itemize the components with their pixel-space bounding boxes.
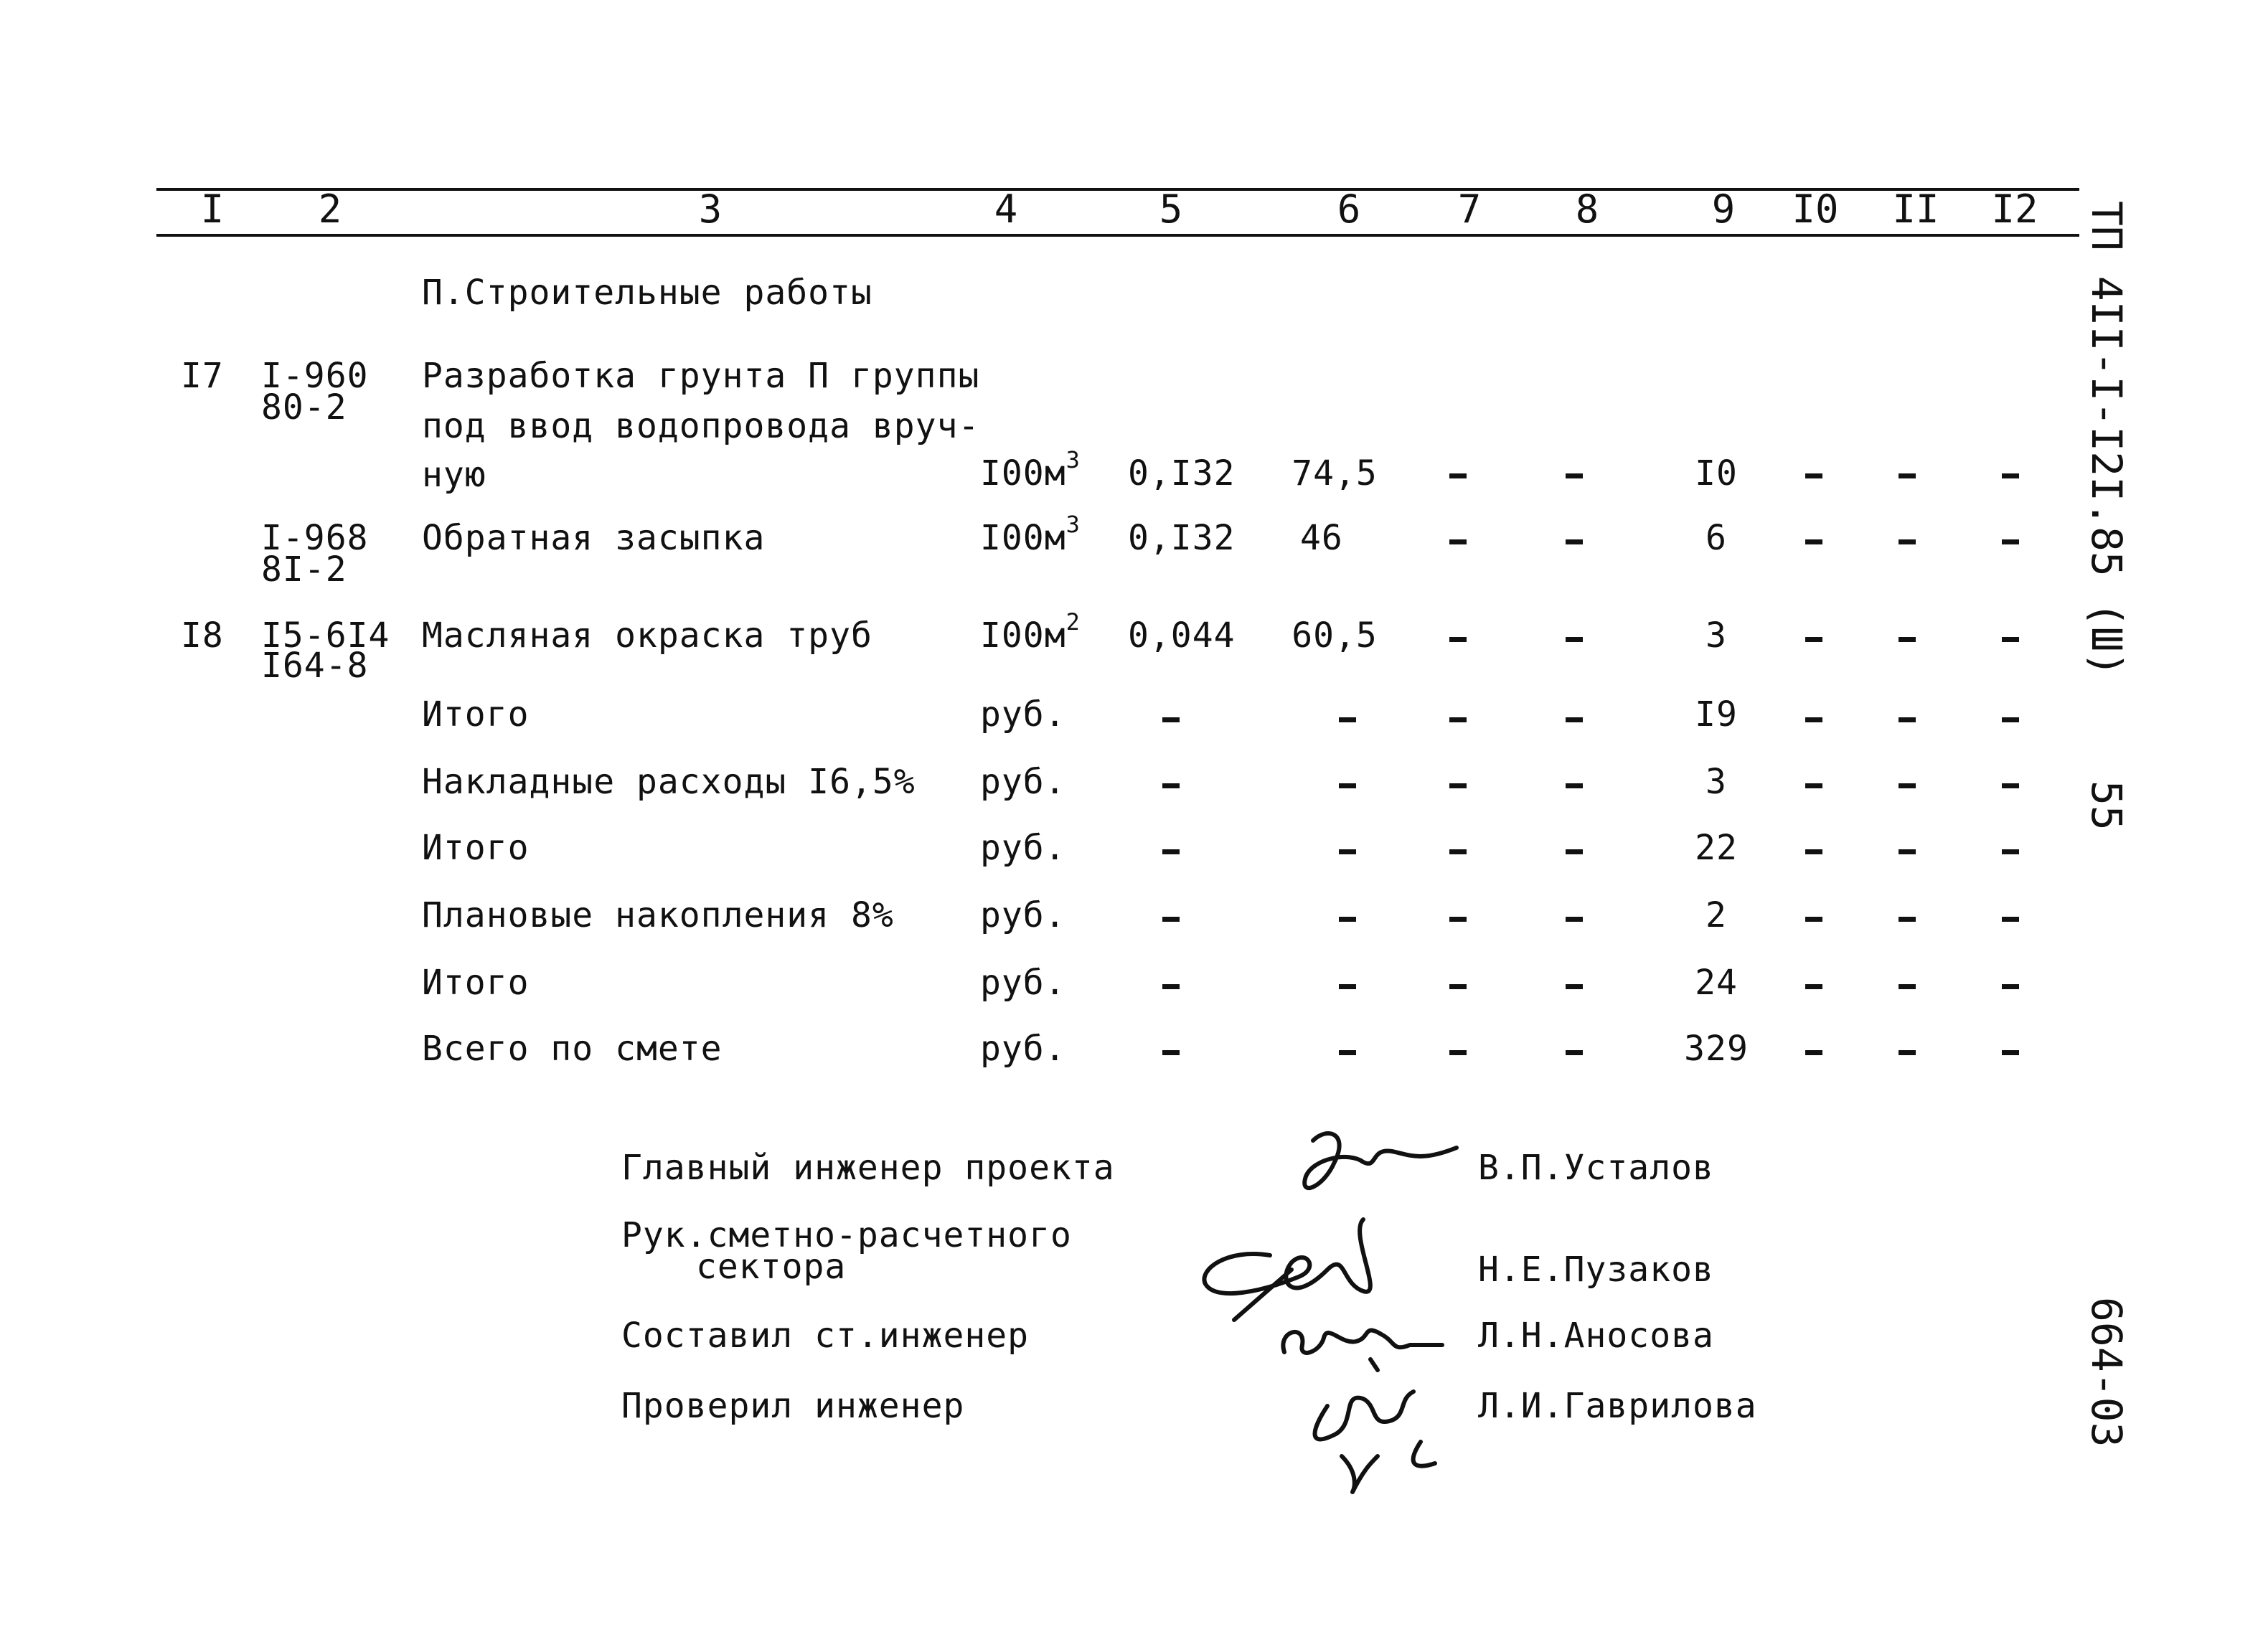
quantity: 0,I32 [1128,518,1236,558]
unit [980,446,1081,494]
total-label: Плановые накопления 8% [422,895,894,935]
signature-gavrilova [1284,1363,1457,1499]
work-description: Обратная засыпка [422,518,766,558]
signature-ustalov [1284,1119,1471,1212]
col-header-9: 9 [1711,187,1736,232]
dash-c12 [2002,637,2019,642]
col-header-7: 7 [1457,187,1482,232]
dash-c8 [1566,473,1583,478]
work-description: Масляная окраска труб [422,615,872,656]
col-header-2: 2 [318,187,342,232]
dash-c6 [1339,783,1356,788]
signatory-name: Л.Н.Аносова [1478,1316,1714,1356]
col-header-1: I [200,187,225,232]
dash-c6 [1339,917,1356,922]
dash-c10 [1805,539,1822,544]
dash-c8 [1566,637,1583,642]
unit-price: 74,5 [1292,453,1378,494]
cost-value: 3 [1706,762,1727,802]
signatory-role: Рук.сметно-расчетного [621,1215,1072,1255]
unit-price: 60,5 [1292,615,1378,656]
dash-c7 [1449,917,1467,922]
rate-code: I-960 [261,356,369,396]
dash-c10 [1805,473,1822,478]
col-header-4: 4 [994,187,1018,232]
dash-c8 [1566,717,1583,722]
dash-c7 [1449,539,1467,544]
row-number: I8 [181,615,224,656]
cost-value: I9 [1695,694,1738,735]
dash-c7 [1449,1050,1467,1055]
rate-code-sub: I64-8 [261,646,369,686]
dash-c7 [1449,717,1467,722]
dash-c8 [1566,917,1583,922]
rate-code: I-968 [261,518,369,558]
signatory-name: В.П.Усталов [1478,1148,1714,1188]
dash-c8 [1566,1050,1583,1055]
cost-value: 329 [1684,1029,1749,1069]
col-header-5: 5 [1159,187,1183,232]
dash-c8 [1566,783,1583,788]
page-number: 55 [2082,780,2131,831]
dash-c10 [1805,637,1822,642]
dash-c12 [2002,1050,2019,1055]
total-unit: руб. [980,1029,1066,1069]
row-number: I7 [181,356,224,396]
signatory-role-cont: сектора [696,1247,847,1287]
total-label: Накладные расходы I6,5% [422,762,916,802]
dash-c7 [1449,783,1467,788]
dash-c7 [1449,984,1467,989]
total-unit: руб. [980,762,1066,802]
dash-c11 [1899,849,1916,854]
dash-c11 [1899,539,1916,544]
unit-base: I00м [980,518,1066,558]
document-code: ТП 4II-I-I2I.85 (Ш) [2082,201,2131,677]
section-title: П.Строительные работы [422,273,872,313]
total-label: Итого [422,694,530,735]
cost-value: 22 [1695,828,1738,868]
dash-c10 [1805,1050,1822,1055]
dash-c10 [1805,917,1822,922]
rate-code-sub: 80-2 [261,387,347,428]
unit-base: I00м [980,615,1066,656]
unit-exponent: 3 [1065,511,1081,538]
archive-code: 664-03 [2082,1297,2131,1448]
unit [980,511,1081,558]
dash-c6 [1339,1050,1356,1055]
rate-code: I5-6I4 [261,615,390,656]
dash-c5 [1162,717,1180,722]
unit-exponent: 3 [1065,446,1081,473]
cost-value: I0 [1695,453,1738,494]
cost-value: 6 [1706,518,1727,558]
dash-c12 [2002,984,2019,989]
total-unit: руб. [980,895,1066,935]
col-header-11: II [1892,187,1939,232]
work-description: под ввод водопровода вруч- [422,406,980,446]
unit-base: I00м [980,453,1066,494]
signatory-name: Л.И.Гаврилова [1478,1386,1757,1426]
dash-c12 [2002,473,2019,478]
unit-price: 46 [1300,518,1343,558]
dash-c5 [1162,849,1180,854]
dash-c7 [1449,637,1467,642]
col-header-6: 6 [1337,187,1361,232]
signatory-role: Главный инженер проекта [621,1148,1115,1188]
dash-c6 [1339,717,1356,722]
dash-c12 [2002,849,2019,854]
header-bottom-rule [156,234,2079,237]
dash-c5 [1162,783,1180,788]
dash-c8 [1566,984,1583,989]
dash-c6 [1339,849,1356,854]
total-label: Всего по смете [422,1029,723,1069]
dash-c10 [1805,984,1822,989]
unit-exponent: 2 [1065,608,1081,636]
rate-code-sub: 8I-2 [261,549,347,590]
signatory-role: Проверил инженер [621,1386,965,1426]
dash-c5 [1162,917,1180,922]
col-header-10: I0 [1792,187,1839,232]
dash-c11 [1899,917,1916,922]
dash-c8 [1566,849,1583,854]
dash-c7 [1449,473,1467,478]
total-unit: руб. [980,694,1066,735]
work-description: Разработка грунта П группы [422,356,980,396]
dash-c12 [2002,783,2019,788]
quantity: 0,044 [1128,615,1236,656]
dash-c6 [1339,984,1356,989]
work-description: ную [422,455,486,495]
quantity: 0,I32 [1128,453,1236,494]
total-label: Итого [422,828,530,868]
dash-c11 [1899,783,1916,788]
dash-c11 [1899,1050,1916,1055]
col-header-3: 3 [698,187,723,232]
signatory-name: Н.Е.Пузаков [1478,1250,1714,1290]
dash-c10 [1805,783,1822,788]
dash-c5 [1162,1050,1180,1055]
dash-c12 [2002,717,2019,722]
dash-c8 [1566,539,1583,544]
dash-c11 [1899,637,1916,642]
dash-c10 [1805,717,1822,722]
unit [980,608,1081,656]
dash-c11 [1899,717,1916,722]
dash-c12 [2002,917,2019,922]
signatory-role: Составил ст.инженер [621,1316,1030,1356]
cost-value: 3 [1706,615,1727,656]
cost-value: 2 [1706,895,1727,935]
dash-c10 [1805,849,1822,854]
col-header-12: I2 [1991,187,2038,232]
total-label: Итого [422,963,530,1003]
total-unit: руб. [980,963,1066,1003]
dash-c7 [1449,849,1467,854]
total-unit: руб. [980,828,1066,868]
dash-c12 [2002,539,2019,544]
col-header-8: 8 [1575,187,1599,232]
dash-c11 [1899,473,1916,478]
cost-value: 24 [1695,963,1738,1003]
dash-c5 [1162,984,1180,989]
dash-c11 [1899,984,1916,989]
